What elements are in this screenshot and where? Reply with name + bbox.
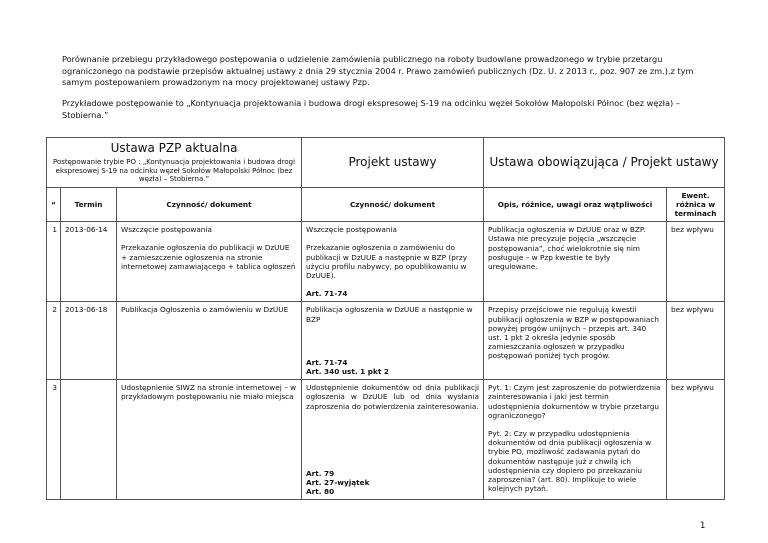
row-number: 3 (47, 380, 61, 500)
col-opis: Opis, różnice, uwagi oraz wątpliwości (484, 187, 667, 222)
header-comparison: Ustawa obowiązująca / Projekt ustawy (484, 138, 725, 188)
intro-example: Przykładowe postępowanie to „Kontynuacja projektowania i budowa drogi ekspresowej S-19 na odcinku węzeł Sokołów Małopolski Północ (bez węzła) – Stobierna.” (62, 98, 680, 120)
project-activity-a: Wszczęcie postępowania (306, 225, 397, 235)
project-activity-a: Udostępnienie dokumentów od dnia publikacji ogłoszenia w DzUUE lub od dnia wysłania zaproszenia do potwierdzenia zainteresowania. (306, 383, 480, 411)
row-diff: bez wpływu (667, 302, 725, 380)
project-activity-a: Publikacja ogłoszenia w DzUUE a następnie w BZP (306, 305, 473, 324)
row-remarks: Przepisy przejściowe nie regulują kwestii publikacji ogłoszenia w BZP w postępowaniach powyżej progów unijnych – przepis art. 340 ust. 1 pkt 2 określa jedynie sposób zamieszczania ogłoszeń w przypadku postępowań poniżej tych progów. (484, 302, 667, 380)
row-date: 2013-06-18 (61, 302, 117, 380)
col-ewent: Ewent. różnica w terminach (667, 187, 725, 222)
project-article-ref: Art. 27-wyjątek (306, 477, 370, 487)
project-article-ref: Art. 79 (306, 468, 335, 478)
current-activity-b: Przekazanie ogłoszenia do publikacji w DzUUE + zamieszczenie ogłoszenia na stronie internetowej zamawiającego + tablica ogłoszeń (121, 243, 296, 271)
project-article-ref: Art. 80 (306, 487, 335, 497)
project-article-ref: Art. 71-74 (306, 357, 348, 367)
page-number: 1 (700, 521, 706, 531)
table-row (47, 302, 725, 380)
row-project-activity (302, 380, 484, 500)
row-number: 1 (47, 222, 61, 302)
row-current-activity: Udostępnienie SIWZ na stronie internetowej – w przykładowym postępowaniu nie miało miejsca (117, 380, 302, 500)
intro-paragraph: Porównanie przebiegu przykładowego postępowania o udzielenie zamówienia publicznego na roboty budowlane prowadzonego w trybie przetargu ograniczonego na podstawie przepisów aktualnej ustawy z dnia 29 stycznia 2004 r. Prawo zamówień publicznych (Dz. U. z 2013 r., poz. 907 ze zm.).z tym samym postepowaniem prowadzonym na mocy projektowanej ustawy Pzp. (62, 54, 694, 87)
row-remarks (484, 380, 667, 500)
header-draft-law: Projekt ustawy (302, 138, 484, 188)
remarks-question-1: Pyt. 1: Czym jest zaproszenie do potwierdzenia zainteresowania i jaki jest termin udostępnienia dokumentów w trybie przetargu ograniczonego? (488, 383, 661, 420)
col-czynnosc-current: Czynność/ dokument (117, 187, 302, 222)
header-current-law (47, 138, 302, 188)
table-group-header (47, 138, 725, 188)
table-column-header (47, 187, 725, 222)
row-diff: bez wpływu (667, 222, 725, 302)
project-article-ref: Art. 71-74 (306, 289, 348, 299)
row-current-activity: Publikacja Ogłoszenia o zamówieniu w DzUUE (117, 302, 302, 380)
row-date: 2013-06-14 (61, 222, 117, 302)
col-num: “ (47, 187, 61, 222)
row-date (61, 380, 117, 500)
col-czynnosc-project: Czynność/ dokument (302, 187, 484, 222)
col-termin: Termin (61, 187, 117, 222)
row-project-activity (302, 302, 484, 380)
row-current-activity (117, 222, 302, 302)
row-remarks: Publikacja ogłoszenia w DzUUE oraz w BZP. Ustawa nie precyzuje pojęcia „wszczęcie postępowania”, choć wielokrotnie się nim posługuje – w Pzp kwestie te były uregulowane. (484, 222, 667, 302)
row-project-activity (302, 222, 484, 302)
current-activity-a: Wszczęcie postępowania (121, 225, 212, 235)
project-article-ref: Art. 340 ust. 1 pkt 2 (306, 366, 389, 376)
table-row (47, 380, 725, 500)
row-diff: bez wpływu (667, 380, 725, 500)
remarks-question-2: Pyt. 2: Czy w przypadku udostępnienia dokumentów od dnia publikacji ogłoszenia w trybie PO, możliwość zadawania pytań do dokumentów następuje już z chwilą ich udostępnienia czy dopiero po przekazaniu zaproszenia? (art. 80). Implikuje to wiele kolejnych pytań. (488, 428, 652, 494)
project-activity-b: Przekazanie ogłoszenia o zamówieniu do publikacji w DzUUE a następnie w BZP (przy użyciu profilu nabywcy, po opublikowaniu w DzUUE). (306, 243, 468, 280)
comparison-table (46, 137, 725, 500)
table-row (47, 222, 725, 302)
row-number: 2 (47, 302, 61, 380)
header-current-law-subtitle: Postępowanie trybie PO : „Kontynuacja projektowania i budowa drogi ekspresowej S-19 na odcinku węzeł Sokołów Małopolski Północ (bez węzła) – Stobierna.” (52, 158, 296, 183)
header-current-law-title: Ustawa PZP aktualna (110, 141, 238, 155)
